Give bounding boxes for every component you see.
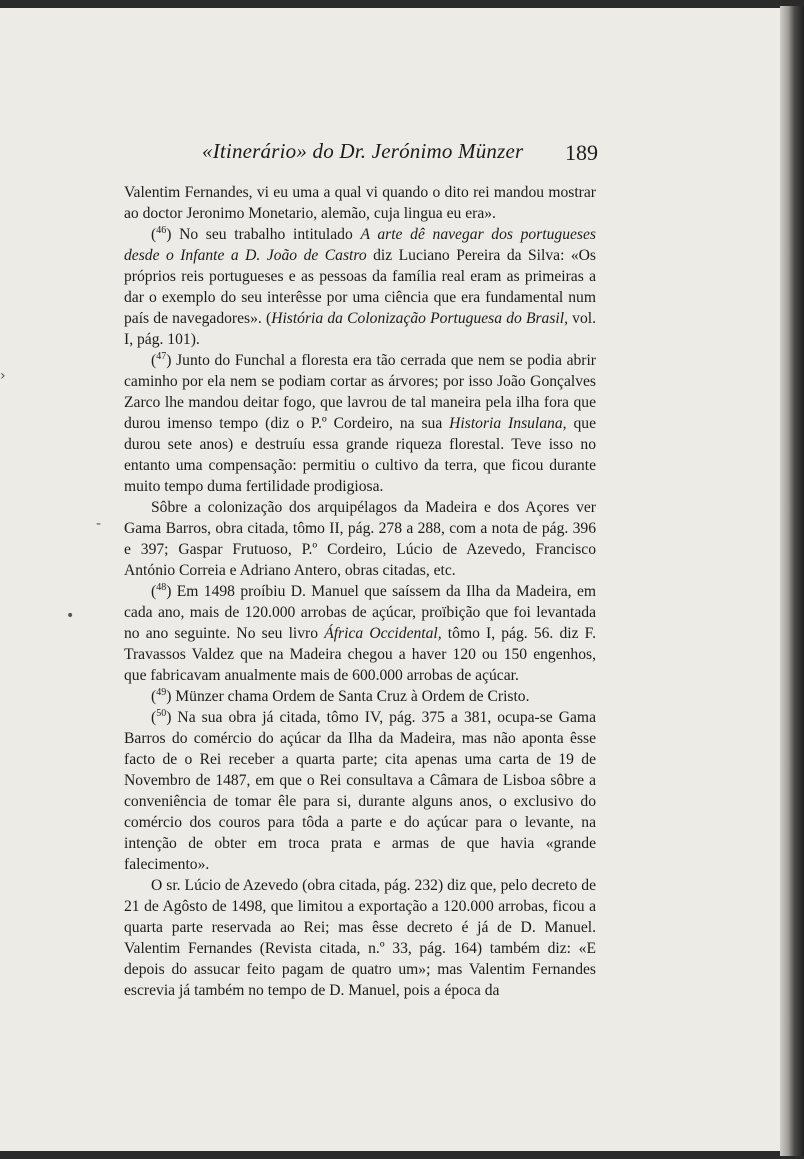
text-run: ( — [151, 688, 157, 705]
text-run: ( — [151, 226, 157, 243]
text-run: ) Münzer chama Ordem de Santa Cruz à Ordem de Cristo. — [166, 688, 530, 705]
paragraph — [124, 350, 596, 497]
text-run: O sr. Lúcio de Azevedo (obra citada, pág. 232) diz que, pelo decreto de 21 de Agôsto de 1498, que limitou a exportação a 120.000 arrobas, ficou a quarta parte reservada ao Rei; mas êsse decreto é já de D. Manuel. Valentim Fernandes (Revista citada, n.º 33, pág. 164) também diz: «E depois do assucar feito pagam de quatro um»; mas Valentim Fernandes escrevia já também no tempo de D. Manuel, pois a época da — [124, 877, 596, 999]
paragraph — [124, 707, 596, 875]
page-edge — [780, 6, 804, 1156]
margin-mark: - — [96, 516, 102, 532]
text-run: ) No seu trabalho intitulado — [166, 226, 361, 243]
note-number: 49 — [156, 686, 167, 698]
text-run: ( — [151, 709, 157, 726]
italic-run: A arte dê navegar dos portugueses desde o Infante a D. João de Castro — [124, 226, 596, 264]
paragraph — [124, 182, 596, 224]
page-header — [122, 139, 598, 169]
page-number: 189 — [565, 140, 598, 165]
paragraph — [124, 686, 596, 707]
text-run: ) Na sua obra já citada, tômo IV, pág. 375 a 381, ocupa-se Gama Barros do comércio do açúcar da Ilha da Madeira, mas não aponta êsse facto de o Rei receber a quarta parte; cita apenas uma carta de 19 de Novembro de 1487, em que o Rei consultava a Câmara de Lisboa sôbre a conveniência de tomar êle para si, durante alguns anos, o exclusivo do comércio dos couros para tôda a parte e do açúcar para o levante, na intenção de obter em troca prata e armas de que havia «grande falecimento». — [124, 709, 596, 873]
text-run: diz Luciano Pereira da Silva: «Os próprios reis portugueses e as pessoas da família real eram as primeiras a dar o exemplo do seu interêsse por uma ciência que era fundamental num país de navegadores». ( — [124, 247, 596, 327]
italic-run: Historia Insulana, — [449, 415, 567, 432]
margin-mark: › — [0, 368, 6, 384]
text-run: ) Em 1498 proíbiu D. Manuel que saíssem da Ilha da Madeira, em cada ano, mais de 120.000 arrobas de açúcar, proïbição que foi levantada no ano seguinte. No seu livro — [124, 583, 596, 642]
italic-run: África Occidental, — [324, 625, 442, 642]
note-number: 48 — [156, 581, 167, 593]
paragraph — [124, 875, 596, 1001]
running-title: «Itinerário» do Dr. Jerónimo Münzer — [202, 139, 524, 163]
text-run: ( — [151, 583, 157, 600]
paragraph — [124, 497, 596, 581]
paragraph — [124, 581, 596, 686]
text-run: Valentim Fernandes, vi eu uma a qual vi quando o dito rei mandou mostrar ao doctor Jeronimo Monetario, alemão, cuja lingua eu era». — [124, 184, 596, 222]
text-run: ) Junto do Funchal a floresta era tão cerrada que nem se podia abrir caminho por ela nem se podiam cortar as árvores; por isso João Gonçalves Zarco lhe mandou deitar fogo, que lavrou de tal maneira pela ilha fora que durou imenso tempo (diz o P.º Cordeiro, na sua — [124, 352, 596, 432]
margin-mark: • — [66, 608, 75, 624]
text-run: ( — [151, 352, 157, 369]
paragraph — [124, 224, 596, 350]
note-number: 50 — [156, 707, 167, 719]
text-run: Sôbre a colonização dos arquipélagos da Madeira e dos Açores ver Gama Barros, obra citada, tômo II, pág. 278 a 288, com a nota de pág. 396 e 397; Gaspar Frutuoso, P.º Cordeiro, Lúcio de Azevedo, Francisco António Correia e Adriano Antero, obras citadas, etc. — [124, 499, 596, 579]
book-page — [0, 8, 783, 1151]
note-number: 47 — [156, 350, 167, 362]
text-run: que durou sete anos) e destruíu essa grande riqueza florestal. Teve isso no entanto uma compensação: permitiu o cultivo da terra, que ficou durante muito tempo duma fertilidade prodigiosa. — [124, 415, 596, 495]
text-run: vol. I, pág. 101). — [124, 310, 596, 348]
italic-run: História da Colonização Portuguesa do Brasil, — [271, 310, 568, 327]
body-text — [124, 182, 596, 1001]
text-run: tômo I, pág. 56. diz F. Travassos Valdez que na Madeira chegou a haver 120 ou 150 engenhos, que fabricavam anualmente mais de 600.000 arrobas de açúcar. — [124, 625, 597, 684]
note-number: 46 — [156, 224, 167, 236]
